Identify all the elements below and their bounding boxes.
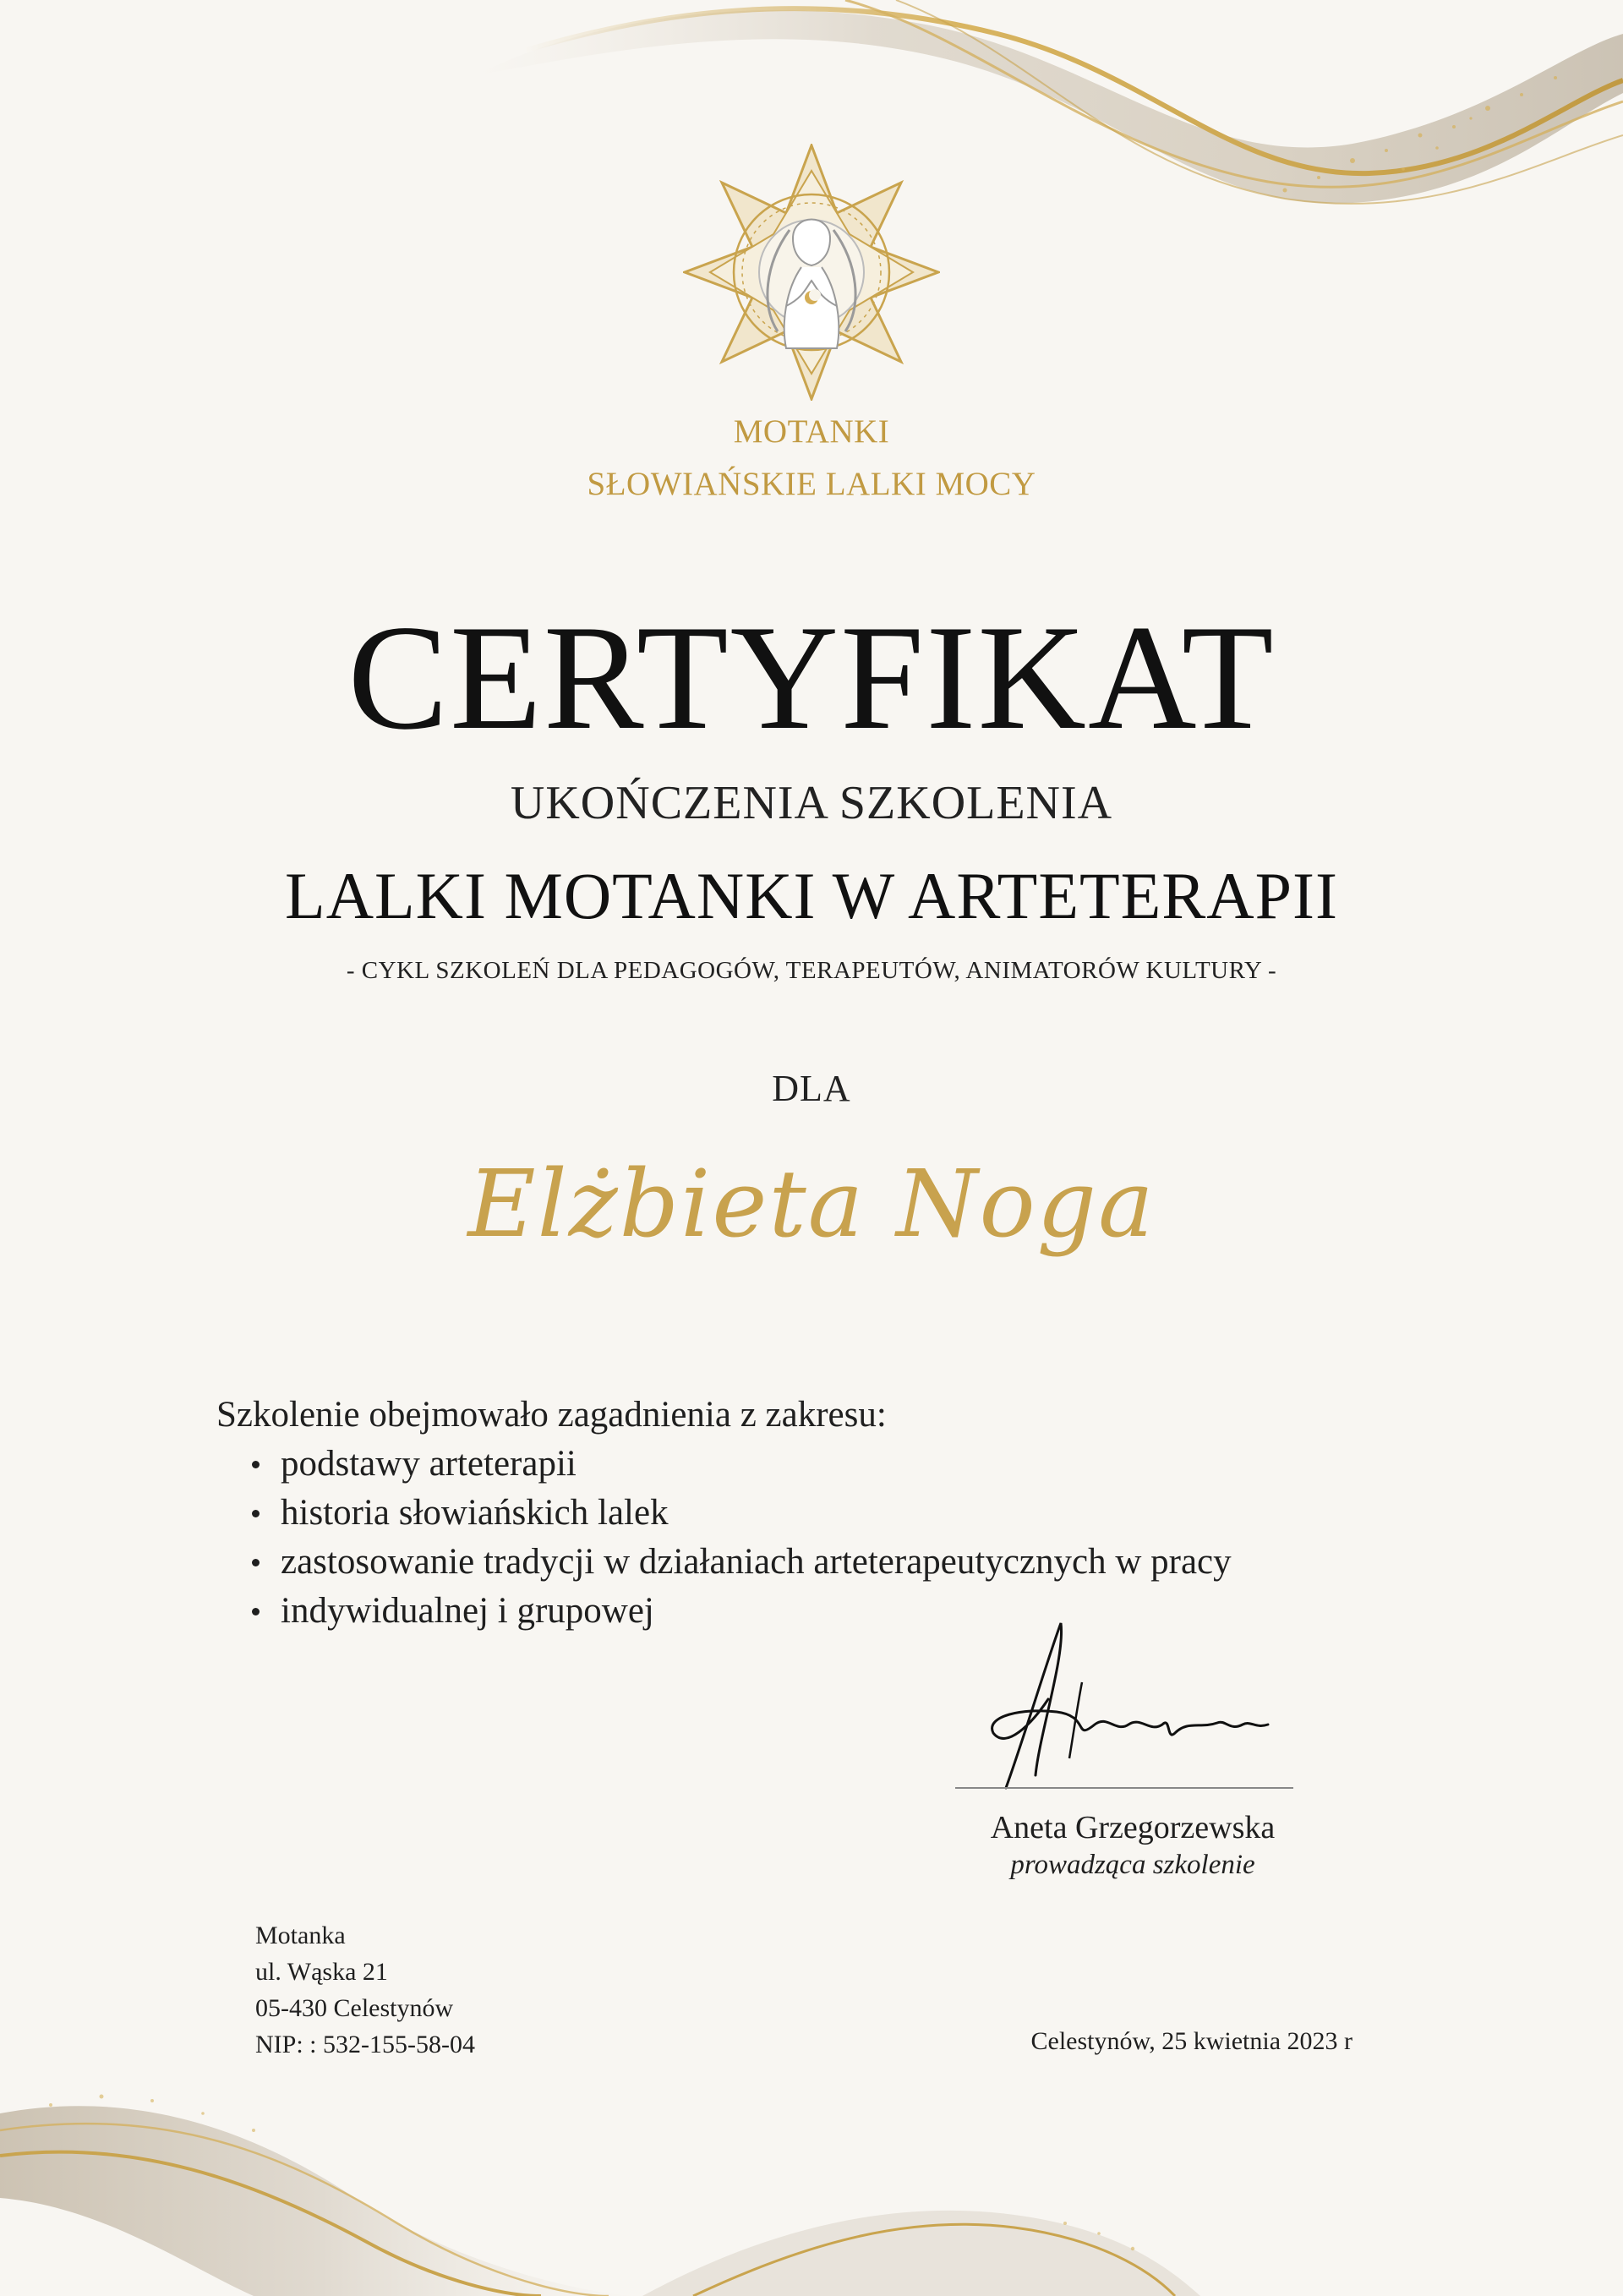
address-line: 05-430 Celestynów <box>255 1994 454 2022</box>
certificate-subtitle: UKOŃCZENIA SZKOLENIA <box>510 777 1113 829</box>
mandala-goddess-logo-icon <box>683 144 940 401</box>
scope-intro: Szkolenie obejmowało zagadnienia z zakresu: <box>216 1395 887 1435</box>
address-line: NIP: : 532-155-58-04 <box>255 2031 475 2058</box>
issue-date: Celestynów, 25 kwietnia 2023 r <box>1030 2027 1352 2055</box>
for-label: DLA <box>772 1068 851 1109</box>
certificate-title: CERTYFIKAT <box>347 593 1276 761</box>
signer-role: prowadząca szkolenie <box>1010 1850 1255 1880</box>
scope-item: podstawy arteterapii <box>281 1440 1442 1489</box>
scope-item: historia słowiańskich lalek <box>281 1489 1442 1538</box>
organizer-address <box>255 1917 475 2063</box>
recipient-name: Elżbieta Noga <box>467 1150 1156 1258</box>
gold-ribbon-bottom-decoration <box>0 2012 1623 2296</box>
address-line: Motanka <box>255 1922 346 1949</box>
scope-item: zastosowanie tradycji w działaniach arteterapeutycznych w pracy <box>281 1538 1442 1587</box>
handwritten-signature <box>947 1606 1319 1809</box>
course-cycle: - CYKL SZKOLEŃ DLA PEDAGOGÓW, TERAPEUTÓW, ANIMATORÓW KULTURY - <box>346 957 1277 984</box>
signer-name: Aneta Grzegorzewska <box>990 1810 1276 1845</box>
brand-line-1: MOTANKI <box>733 413 890 450</box>
address-line: ul. Wąska 21 <box>255 1958 388 1986</box>
training-scope <box>216 1391 1442 1636</box>
brand-line-2: SŁOWIAŃSKIE LALKI MOCY <box>587 466 1036 502</box>
course-name: LALKI MOTANKI W ARTETERAPII <box>285 859 1338 932</box>
scope-item-continuation: indywidualnej i grupowej <box>281 1587 1442 1636</box>
